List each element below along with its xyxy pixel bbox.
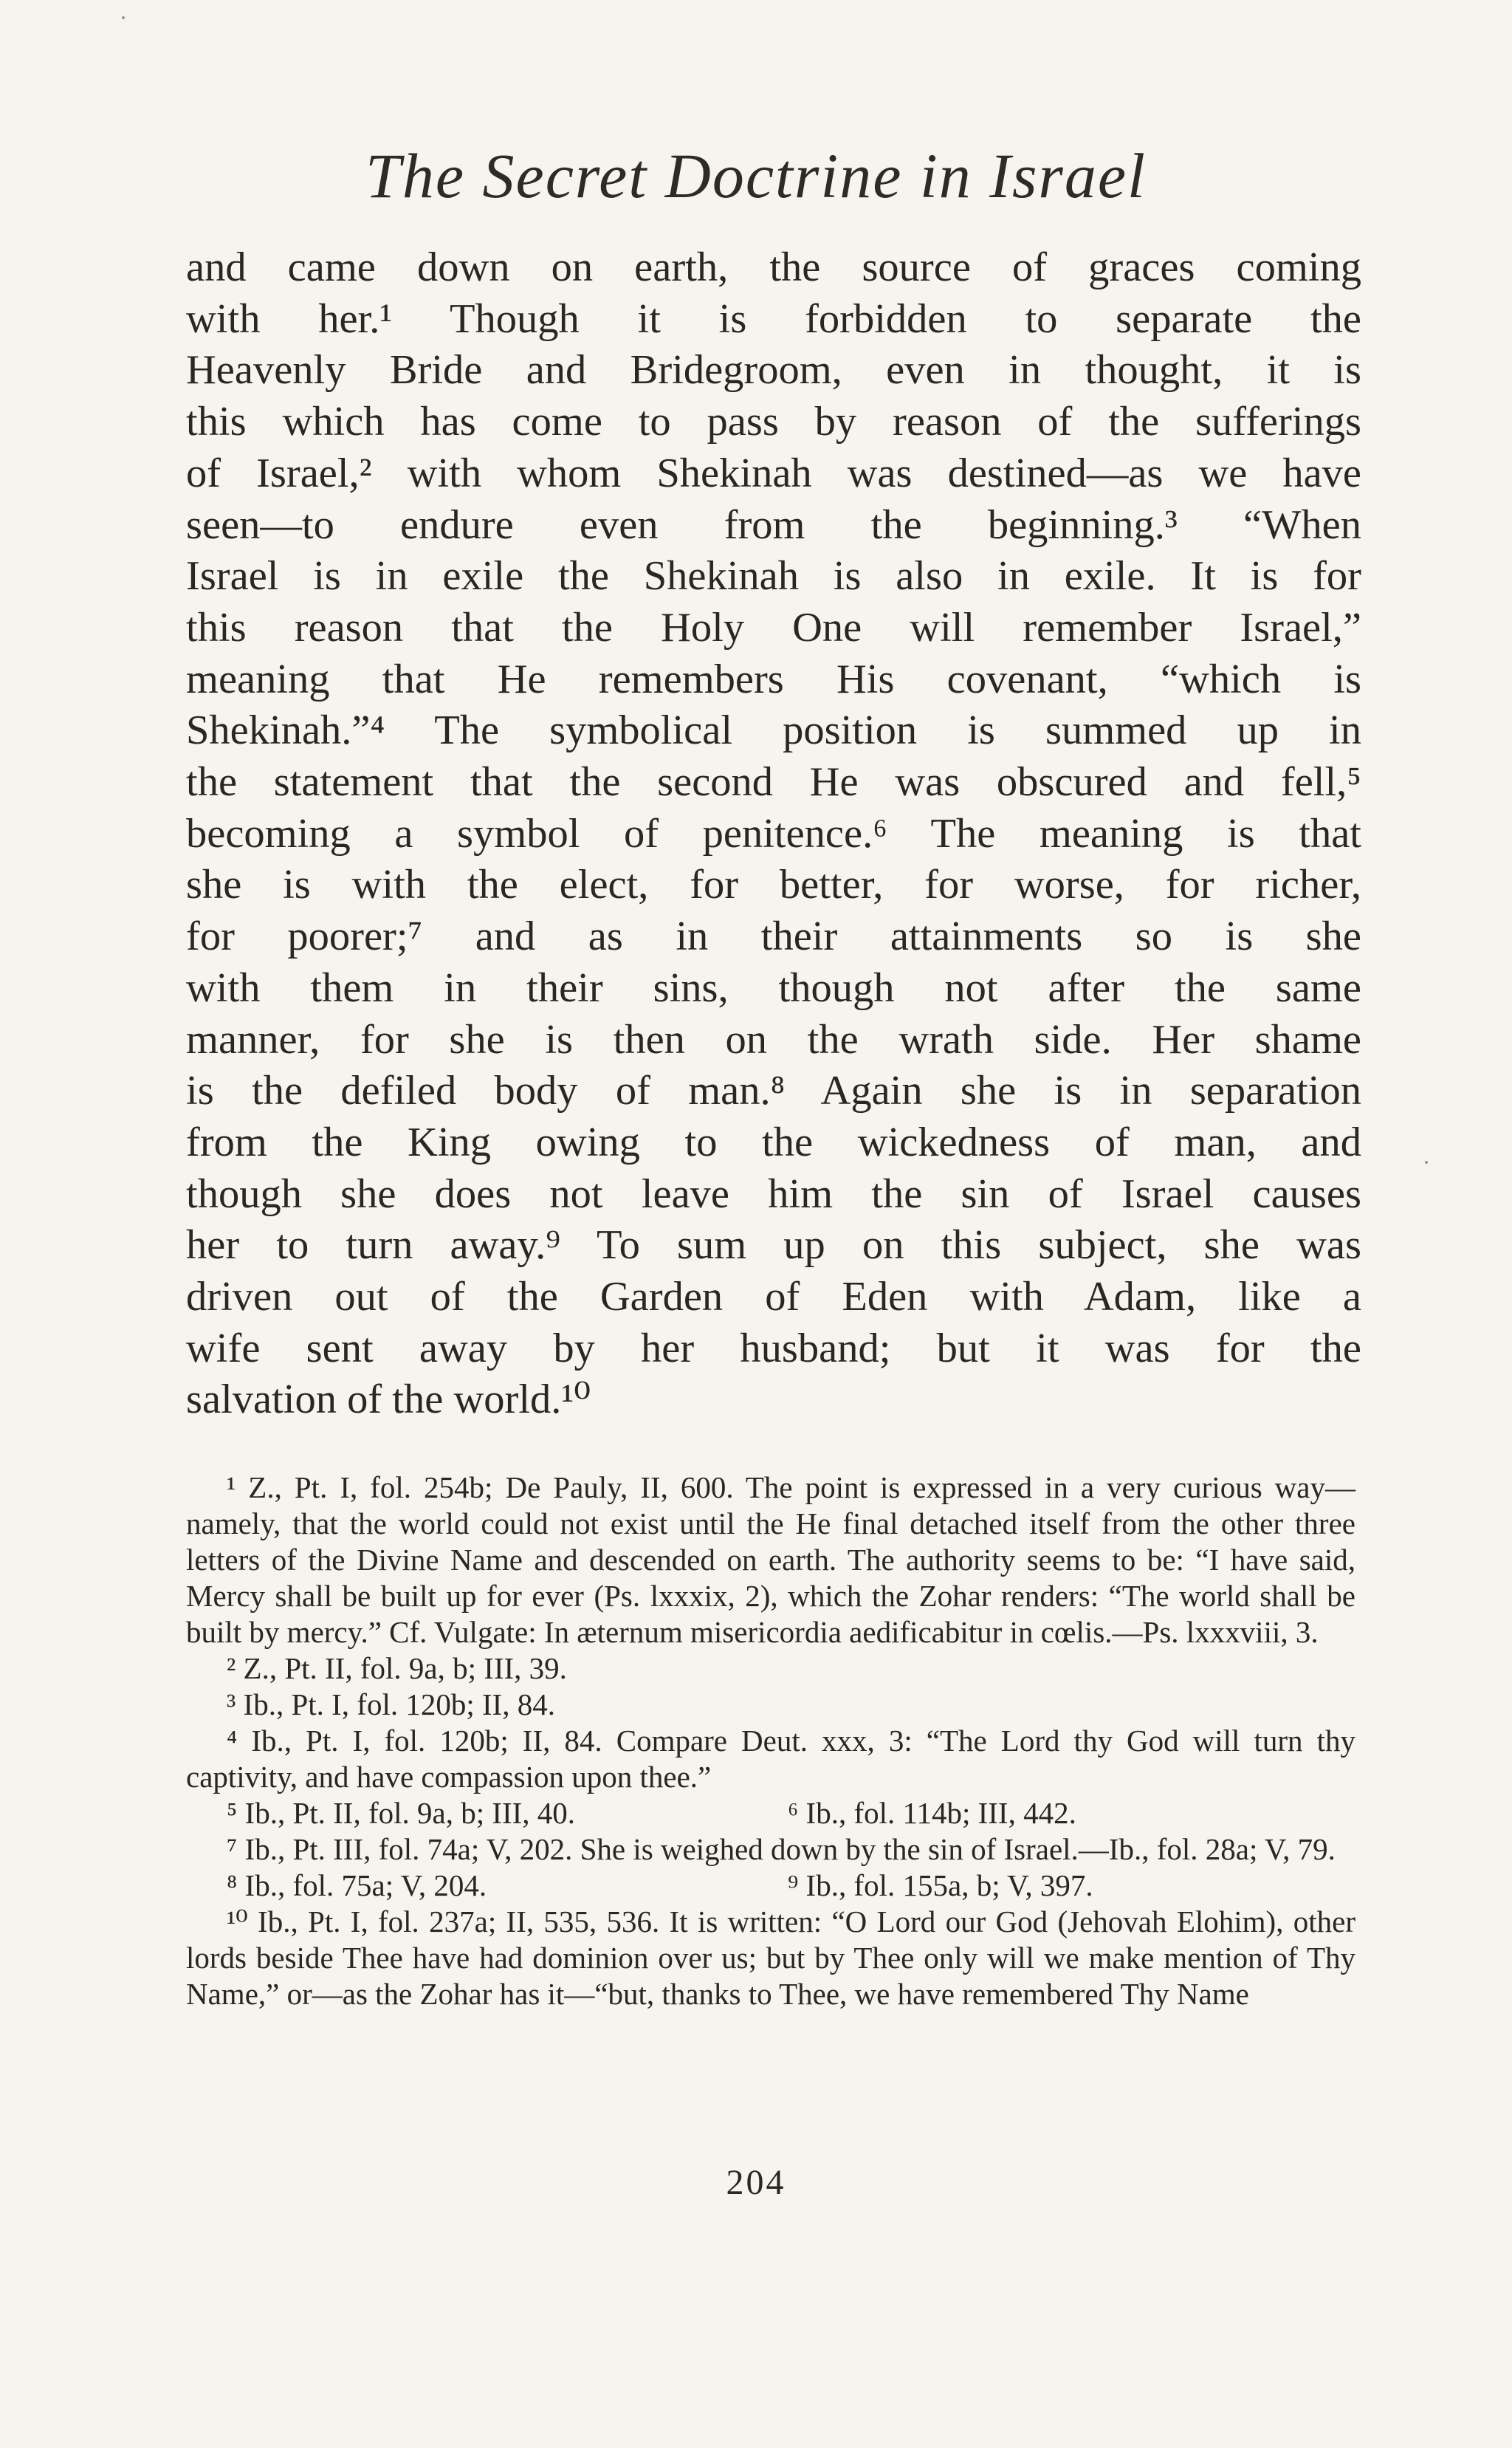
body-line: of Israel,² with whom Shekinah was destined—as we have [186, 450, 1361, 496]
footnote-4: ⁴ Ib., Pt. I, fol. 120b; II, 84. Compare Deut. xxx, 3: “The Lord thy God will turn thy captivity, and have compassion upon thee.” [186, 1724, 1355, 1794]
body-line: meaning that He remembers His covenant, “which is [186, 656, 1361, 702]
body-line: for poorer;⁷ and as in their attainments so is she [186, 913, 1361, 960]
body-line: and came down on earth, the source of graces coming [186, 244, 1361, 290]
body-line: though she does not leave him the sin of Israel causes [186, 1170, 1361, 1217]
footnote-2: ² Z., Pt. II, fol. 9a, b; III, 39. [227, 1651, 567, 1685]
paper-speck [1425, 1161, 1428, 1164]
body-line: this which has come to pass by reason of the sufferings [186, 399, 1361, 445]
body-line: her to turn away.⁹ To sum up on this subject, she was [186, 1222, 1361, 1269]
body-line: salvation of the world.¹⁰ [186, 1376, 591, 1423]
body-line: with her.¹ Though it is forbidden to separate the [186, 295, 1361, 342]
footnote-3: ³ Ib., Pt. I, fol. 120b; II, 84. [227, 1687, 556, 1721]
page-number: 204 [726, 2163, 786, 2202]
body-line: she is with the elect, for better, for worse, for richer, [186, 862, 1361, 908]
body-line: with them in their sins, though not after the same [186, 964, 1361, 1011]
body-line: manner, for she is then on the wrath side. Her shame [186, 1016, 1361, 1063]
footnote-1: ¹ Z., Pt. I, fol. 254b; De Pauly, II, 600. The point is expressed in a very curious way—namely, that the world could not exist until the He final detached itself from the other three letters of the Divine Name and descended on earth. The authority seems to be: “I have said, Mercy shall be built up for ever (Ps. lxxxix, 2), which the Zohar renders: “The world shall be built by mercy.” Cf. Vulgate: In æternum misericordia aedificabitur in cœlis.—Ps. lxxxviii, 3. [186, 1470, 1355, 1649]
footnote-5: ⁵ Ib., Pt. II, fol. 9a, b; III, 40. [227, 1796, 576, 1830]
footnote-6: ⁶ Ib., fol. 114b; III, 442. [788, 1796, 1076, 1830]
body-line: wife sent away by her husband; but it was for the [186, 1325, 1361, 1371]
paper-speck [122, 16, 125, 19]
footnote-8: ⁸ Ib., fol. 75a; V, 204. [227, 1868, 487, 1902]
footnote-9: ⁹ Ib., fol. 155a, b; V, 397. [788, 1868, 1093, 1902]
running-head: The Secret Doctrine in Israel [365, 140, 1147, 211]
footnote-row-8-9 [186, 1868, 1355, 1904]
body-line: Shekinah.”⁴ The symbolical position is summed up in [186, 707, 1361, 754]
footnote-7: ⁷ Ib., Pt. III, fol. 74a; V, 202. She is weighed down by the sin of Israel.—Ib., fol. 28a; V, 79. [227, 1832, 1336, 1866]
body-line: from the King owing to the wickedness of man, and [186, 1119, 1361, 1165]
body-line: the statement that the second He was obscured and fell,⁵ [186, 759, 1361, 806]
body-text [186, 242, 1361, 1426]
body-line: Heavenly Bride and Bridegroom, even in thought, it is [186, 347, 1361, 394]
body-line: is the defiled body of man.⁸ Again she is in separation [186, 1068, 1361, 1114]
body-line: becoming a symbol of penitence.⁶ The meaning is that [186, 810, 1361, 857]
footnote-10: ¹⁰ Ib., Pt. I, fol. 237a; II, 535, 536. It is written: “O Lord our God (Jehovah Elohim), other lords beside Thee have had dominion over us; but by Thee only will we make mention of Thy Name,” or—as the Zohar has it—“but, thanks to Thee, we have remembered Thy Name [186, 1904, 1355, 2011]
body-line: Israel is in exile the Shekinah is also in exile. It is for [186, 553, 1361, 600]
body-line: driven out of the Garden of Eden with Adam, like a [186, 1274, 1361, 1320]
body-line: seen—to endure even from the beginning.³ “When [186, 501, 1361, 548]
footnotes [186, 1470, 1355, 2012]
footnote-row-5-6 [186, 1795, 1355, 1831]
body-line: this reason that the Holy One will remember Israel,” [186, 604, 1361, 651]
